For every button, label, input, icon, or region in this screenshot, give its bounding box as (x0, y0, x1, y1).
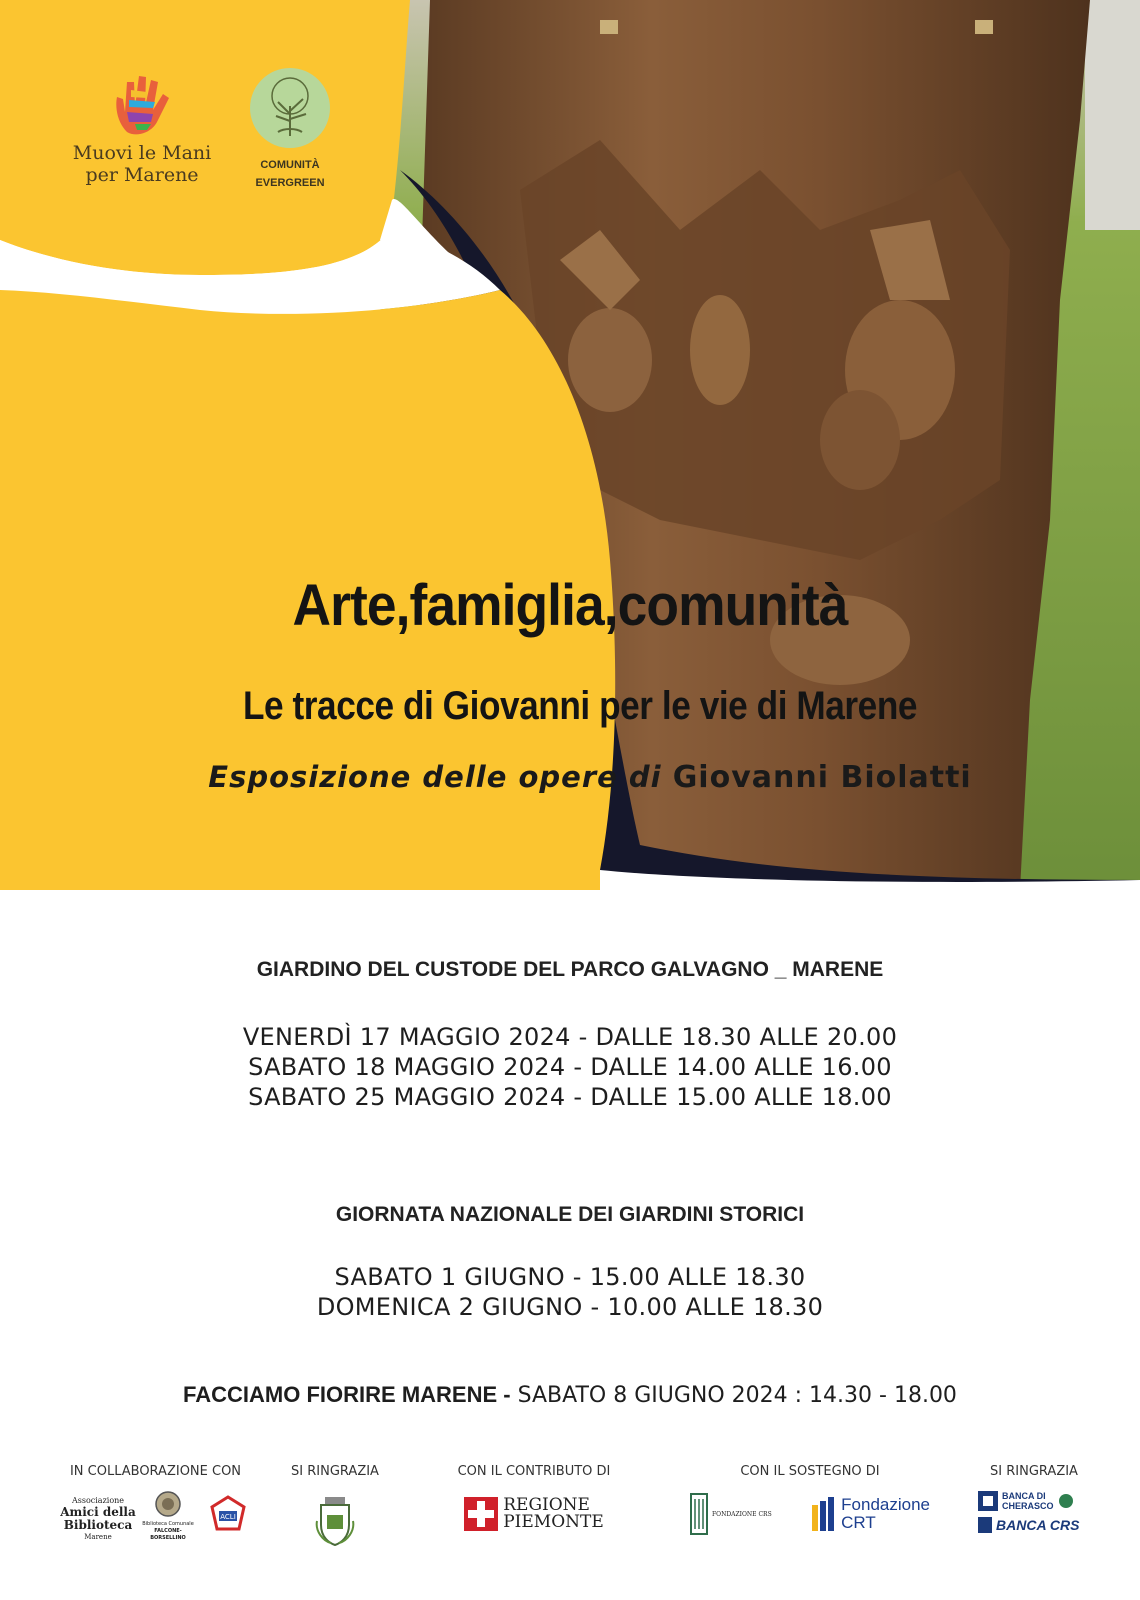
crs-bank-icon (978, 1517, 992, 1533)
sponsor-ringrazia-banche (978, 1464, 1090, 1533)
acli-logo (208, 1495, 248, 1537)
fiorire-date: SABATO 8 GIUGNO 2024 : 14.30 - 18.00 (517, 1383, 957, 1408)
coat-of-arms-icon (313, 1495, 357, 1547)
crt-bars-icon (811, 1497, 835, 1531)
logo-evergreen-text-2: EVERGREEN (255, 177, 325, 189)
banca-crs-logo (978, 1517, 1090, 1533)
sponsor-label: CON IL CONTRIBUTO DI (457, 1464, 611, 1479)
regione-piemonte-logo (444, 1497, 624, 1531)
amici-text-4: Marene (84, 1533, 112, 1541)
sponsor-label: SI RINGRAZIA (990, 1464, 1078, 1479)
biblioteca-text-2: FALCONE-BORSELLINO (150, 1528, 186, 1541)
cherasco-text-1: BANCA DI (1002, 1491, 1046, 1501)
sponsor-collaborazione (58, 1464, 253, 1565)
amici-text-1: Associazione (71, 1496, 125, 1505)
colorful-hand-icon (107, 72, 177, 138)
date-line: SABATO 25 MAGGIO 2024 - DALLE 15.00 ALLE 18.00 (248, 1083, 892, 1111)
regione-text-2: PIEMONTE (503, 1512, 604, 1532)
fiorire-label: FACCIAMO FIORIRE MARENE - (183, 1382, 511, 1407)
cherasco-text-2: CHERASCO (1002, 1501, 1054, 1511)
artist-name: Giovanni Biolatti (672, 760, 972, 795)
crt-text-2: CRT (841, 1513, 876, 1532)
logo-muovi-text-1: Muovi le Mani (72, 142, 212, 164)
sponsor-sostegno (690, 1464, 930, 1535)
regione-text-1: REGIONE (503, 1495, 590, 1515)
fondazione-crs-logo (690, 1493, 772, 1535)
fondazione-crt-logo (811, 1496, 930, 1532)
sponsor-label: IN COLLABORAZIONE CON (69, 1464, 242, 1479)
sponsor-label: SI RINGRAZIA (291, 1464, 379, 1479)
biblioteca-text-1: Biblioteca Comunale (142, 1521, 194, 1527)
date-line: DOMENICA 2 GIUGNO - 10.00 ALLE 18.30 (316, 1293, 824, 1321)
biblioteca-comunale-logo (138, 1491, 198, 1542)
logo-muovi-le-mani (62, 72, 222, 186)
sub-title: Le tracce di Giovanni per le vie di Marene (242, 684, 918, 728)
exhibition-line (20, 760, 1140, 795)
tree-circle-icon (248, 66, 332, 150)
logo-muovi-text-2: per Marene (85, 164, 199, 186)
banca-cherasco-logo (978, 1491, 1090, 1511)
crs-column-icon (690, 1493, 708, 1535)
main-title: Arte,famiglia,comunità (292, 573, 848, 638)
fondazione-crs-text: FONDAZIONE CRS (712, 1510, 772, 1518)
crt-text-1: Fondazione (841, 1495, 930, 1514)
sponsor-ringrazia-comune (285, 1464, 385, 1551)
venue-heading: GIARDINO DEL CUSTODE DEL PARCO GALVAGNO _ MARENE (256, 958, 884, 981)
venue-dates (0, 1022, 1140, 1112)
banca-crs-text: BANCA CRS (996, 1517, 1080, 1533)
acli-icon (209, 1495, 247, 1533)
amici-biblioteca-logo (58, 1495, 138, 1543)
medallion-icon (155, 1491, 181, 1517)
fiorire-event-line (0, 1382, 1140, 1408)
acli-text: ACLI (220, 1513, 236, 1521)
giornata-heading: GIORNATA NAZIONALE DEI GIARDINI STORICI (335, 1203, 805, 1226)
date-line: VENERDÌ 17 MAGGIO 2024 - DALLE 18.30 ALLE 20.00 (242, 1023, 898, 1051)
regione-shield-icon (464, 1497, 498, 1531)
giornata-dates (0, 1262, 1140, 1322)
amici-text-2: Amici della (60, 1505, 136, 1519)
amici-text-3: Biblioteca (63, 1518, 133, 1532)
cherasco-square-icon (978, 1491, 998, 1511)
exhibition-prefix: Esposizione delle opere di (208, 760, 662, 794)
logo-evergreen-text-1: COMUNITÀ (260, 159, 320, 171)
date-line: SABATO 1 GIUGNO - 15.00 ALLE 18.30 (334, 1263, 806, 1291)
sponsor-label: CON IL SOSTEGNO DI (740, 1464, 880, 1479)
sponsor-contributo (444, 1464, 624, 1531)
cherasco-seal-icon (1058, 1493, 1074, 1509)
logo-comunita-evergreen (240, 66, 340, 190)
date-line: SABATO 18 MAGGIO 2024 - DALLE 14.00 ALLE 16.00 (248, 1053, 892, 1081)
